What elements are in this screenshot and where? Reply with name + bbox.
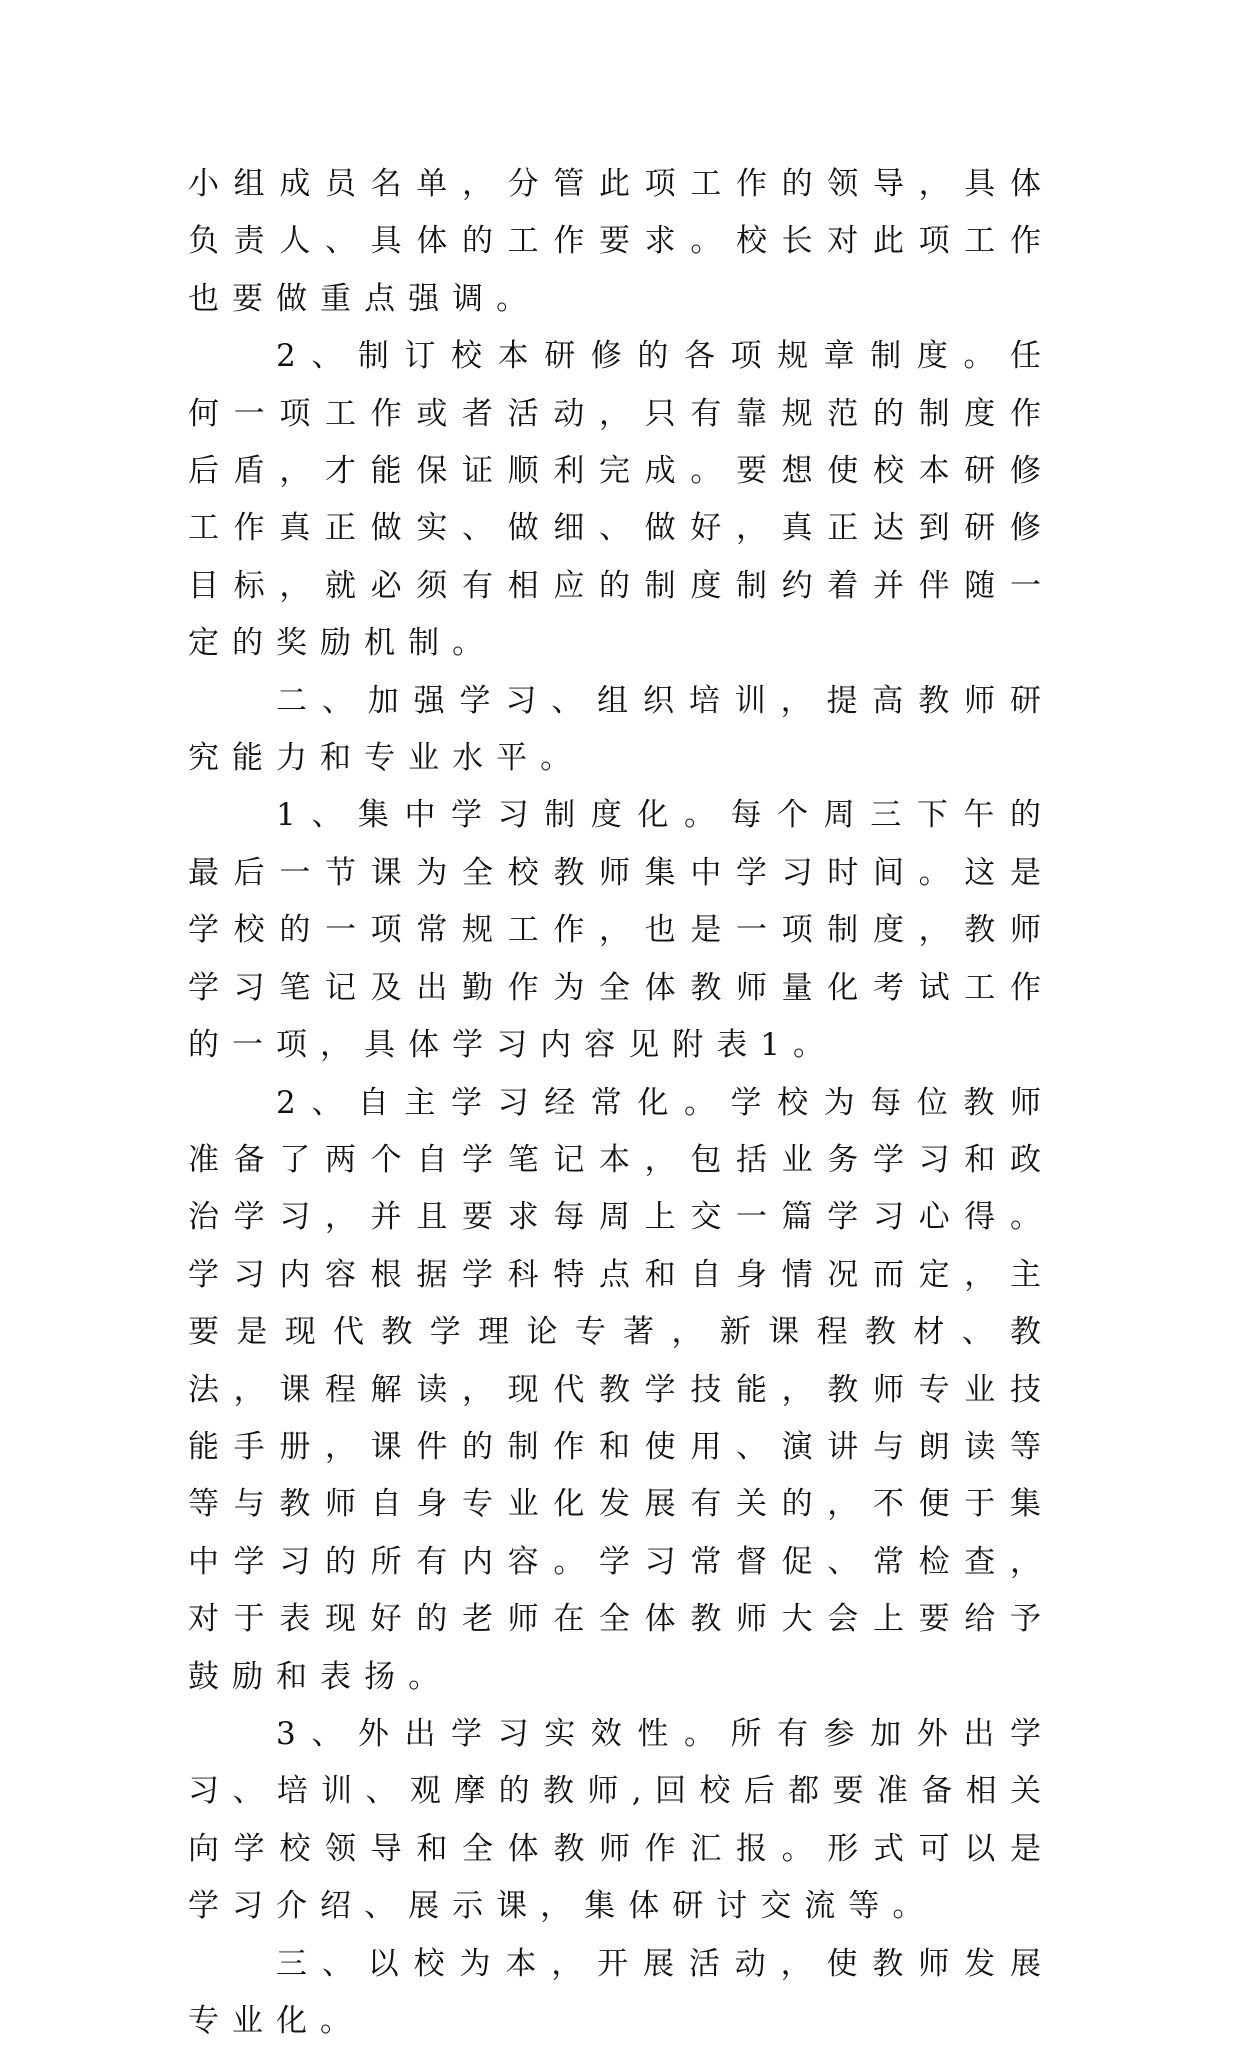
paragraph-centralized-study: 1、集中学习制度化。每个周三下午的最后一节课为全校教师集中学习时间。这是学校的一项常规工作，也是一项制度，教师学习笔记及出勤作为全体教师量化考试工作的一项，具体学习内容见附表1。: [188, 797, 1054, 1064]
paragraph-section-two-heading: 二、加强学习、组织培训，提高教师研究能力和专业水平。: [188, 682, 1054, 777]
document-body: [188, 156, 1054, 2050]
paragraph-continuation: 小组成员名单，分管此项工作的领导，具体负责人、具体的工作要求。校长对此项工作也要做重点强调。: [188, 166, 1054, 317]
paragraph-self-study: 2、自主学习经常化。学校为每位教师准备了两个自学笔记本，包括业务学习和政治学习，并且要求每周上交一篇学习心得。学习内容根据学科特点和自身情况而定，主要是现代教学理论专著，新课程教材、教法，课程解读，现代教学技能，教师专业技能手册，课件的制作和使用、演讲与朗读等等与教师自身专业化发展有关的，不便于集中学习的所有内容。学习常督促、常检查，对于表现好的老师在全体教师大会上要给予鼓励和表扬。: [188, 1084, 1054, 1695]
paragraph-rules: 2、制订校本研修的各项规章制度。任何一项工作或者活动，只有靠规范的制度作后盾，才能保证顺利完成。要想使校本研修工作真正做实、做细、做好，真正达到研修目标，就必须有相应的制度制约着并伴随一定的奖励机制。: [188, 338, 1054, 662]
paragraph-section-three-heading: 三、以校为本，开展活动，使教师发展专业化。: [188, 1945, 1054, 2039]
paragraph-external-study: 3、外出学习实效性。所有参加外出学习、培训、观摩的教师,回校后都要准备相关向学校领导和全体教师作汇报。形式可以是学习介绍、展示课，集体研讨交流等。: [188, 1715, 1054, 1925]
